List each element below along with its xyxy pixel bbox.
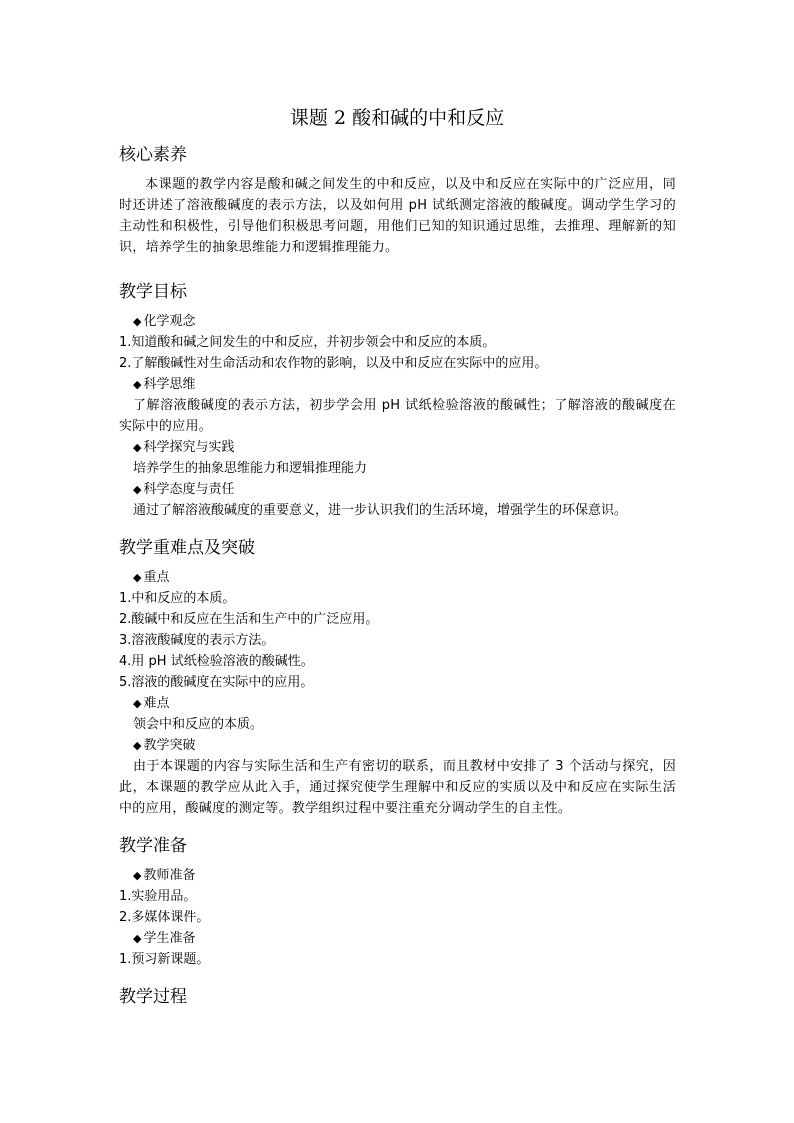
section-goals <box>119 280 676 521</box>
subheading-breakthrough: ◆ 教学突破 <box>119 735 676 756</box>
section-prep <box>119 834 676 970</box>
teacher-prep-item: 1.实验用品。 <box>119 889 197 904</box>
difficulty-text: 领会中和反应的本质。 <box>133 717 264 732</box>
subheading-focus: ◆ 重点 <box>119 567 676 588</box>
section-heading-process: 教学过程 <box>119 987 187 1007</box>
section-keys <box>119 536 676 819</box>
attitude-text: 通过了解溶液酸碱度的重要意义，进一步认识我们的生活环境，增强学生的环保意识。 <box>133 503 628 518</box>
student-prep-item: 1.预习新课题。 <box>119 952 210 967</box>
focus-item: 3.溶液酸碱度的表示方法。 <box>119 633 275 648</box>
section-heading-keys: 教学重难点及突破 <box>119 538 255 558</box>
teacher-prep-item: 2.多媒体课件。 <box>119 910 210 925</box>
section-process <box>119 985 676 1009</box>
subheading-sci-thinking: ◆ 科学思维 <box>119 374 676 395</box>
subheading-attitude: ◆ 科学态度与责任 <box>119 479 676 500</box>
core-paragraph: 本课题的教学内容是酸和碱之间发生的中和反应，以及中和反应在实际中的广泛应用，同时还讲述了溶液酸碱度的表示方法，以及如何用 pH 试纸测定溶液的酸碱度。调动学生学习的主动性和积极性，引导他们积极思考问题，用他们已知的知识通过思维，去推理、理解新的知识，培养学生的抽象思维能力和逻辑推理能力。 <box>119 177 676 255</box>
section-heading-goals: 教学目标 <box>119 282 187 302</box>
section-heading-prep: 教学准备 <box>119 836 187 856</box>
goal-item-1: 1.知道酸和碱之间发生的中和反应，并初步领会中和反应的本质。 <box>119 335 496 350</box>
subheading-chem-concept: ◆ 化学观念 <box>119 311 676 332</box>
goal-item-2: 2.了解酸碱性对生命活动和农作物的影响，以及中和反应在实际中的应用。 <box>119 356 548 371</box>
section-core <box>119 143 676 258</box>
subheading-inquiry: ◆ 科学探究与实践 <box>119 437 676 458</box>
document-title: 课题 2 酸和碱的中和反应 <box>289 107 505 129</box>
document-body <box>119 143 676 1024</box>
subheading-difficulty: ◆ 难点 <box>119 693 676 714</box>
focus-item: 2.酸碱中和反应在生活和生产中的广泛应用。 <box>119 612 379 627</box>
inquiry-text: 培养学生的抽象思维能力和逻辑推理能力 <box>133 461 368 476</box>
section-heading-core: 核心素养 <box>119 145 187 165</box>
focus-item: 5.溶液的酸碱度在实际中的应用。 <box>119 675 314 690</box>
focus-item: 4.用 pH 试纸检验溶液的酸碱性。 <box>119 654 314 669</box>
focus-item: 1.中和反应的本质。 <box>119 591 236 606</box>
subheading-teacher-prep: ◆ 教师准备 <box>119 865 676 886</box>
thinking-paragraph: 了解溶液酸碱度的表示方法，初步学会用 pH 试纸检验溶液的酸碱性；了解溶液的酸碱度在实际中的应用。 <box>119 398 676 434</box>
breakthrough-paragraph: 由于本课题的内容与实际生活和生产有密切的联系，而且教材中安排了 3 个活动与探究，因此，本课题的教学应从此入手，通过探究使学生理解中和反应的实质以及中和反应在实际生活中的应用，酸碱度的测定等。教学组织过程中要注重充分调动学生的自主性。 <box>119 759 676 816</box>
subheading-student-prep: ◆ 学生准备 <box>119 928 676 949</box>
